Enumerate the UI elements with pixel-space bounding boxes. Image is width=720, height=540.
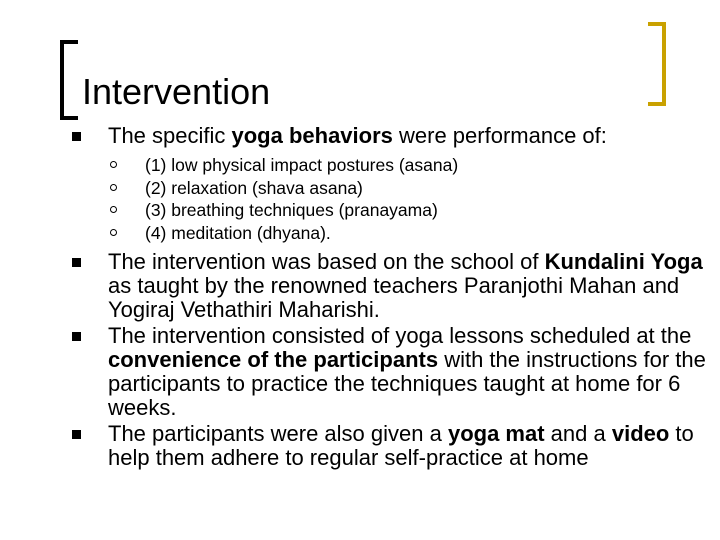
square-bullet-icon	[72, 332, 81, 341]
bullet-text: The intervention was based on the school of Kundalini Yoga as taught by the renowned teachers Paranjothi Mahan and Yogiraj Vethathiri Maharishi.	[108, 249, 703, 322]
sub-bullet-item: (3) breathing techniques (pranayama)	[0, 199, 720, 222]
square-bullet-icon	[72, 132, 81, 141]
sub-bullet-list	[0, 154, 720, 244]
sub-bullet-item: (1) low physical impact postures (asana)	[0, 154, 720, 177]
bullet-text: The specific yoga behaviors were performance of:	[108, 123, 607, 148]
bullet-text: The participants were also given a yoga mat and a video to help them adhere to regular self-practice at home	[108, 421, 694, 470]
left-bracket-decoration	[60, 40, 78, 120]
bullet-item	[0, 324, 720, 420]
circle-bullet-icon	[110, 229, 117, 236]
circle-bullet-icon	[110, 206, 117, 213]
sub-bullet-item: (4) meditation (dhyana).	[0, 222, 720, 245]
bullet-item	[0, 422, 720, 470]
bullet-list	[0, 124, 720, 470]
right-bracket-decoration	[648, 22, 666, 106]
circle-bullet-icon	[110, 161, 117, 168]
square-bullet-icon	[72, 258, 81, 267]
bullet-item	[0, 250, 720, 322]
square-bullet-icon	[72, 430, 81, 439]
sub-bullet-item: (2) relaxation (shava asana)	[0, 177, 720, 200]
slide-title: Intervention	[82, 71, 271, 112]
circle-bullet-icon	[110, 184, 117, 191]
bullet-text: The intervention consisted of yoga lessons scheduled at the convenience of the participants with the instructions for the participants to practice the techniques taught at home for 6 weeks.	[108, 323, 706, 420]
bullet-item	[0, 124, 720, 148]
